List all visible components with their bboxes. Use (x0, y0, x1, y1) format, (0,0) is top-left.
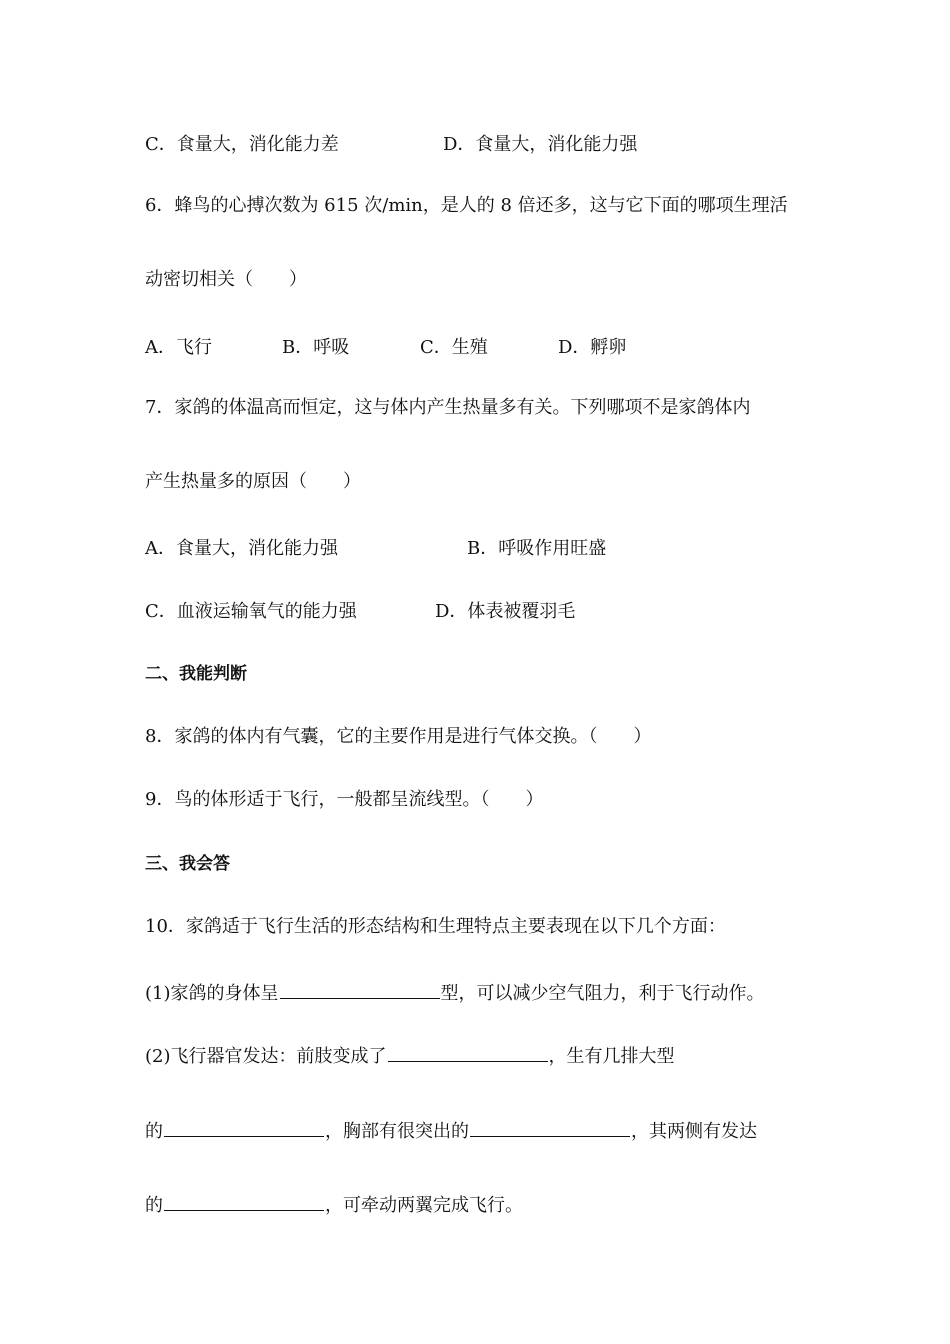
q6-stem-line1: 6．蜂鸟的心搏次数为 615 次/min，是人的 8 倍还多，这与它下面的哪项生理活 (145, 195, 788, 216)
answer-blank-body-shape[interactable] (280, 980, 440, 999)
q5-option-d: D．食量大，消化能力强 (443, 134, 638, 155)
section-2-heading: 二、我能判断 (145, 664, 247, 684)
q6-option-b: B．呼吸 (282, 337, 350, 358)
q6-option-d: D．孵卵 (558, 337, 627, 358)
q5-option-c: C．食量大，消化能力差 (145, 134, 339, 155)
answer-blank-feathers[interactable] (164, 1118, 324, 1137)
answer-blank-forelimb[interactable] (388, 1043, 548, 1062)
q7-stem-line2: 产生热量多的原因（ ） (145, 471, 361, 492)
q10-part2 (145, 1043, 675, 1069)
q10-part4-after: ，可牵动两翼完成飞行。 (325, 1195, 523, 1216)
q10-part3-before: 的 (145, 1121, 163, 1142)
q10-part2-before: (2)飞行器官发达：前肢变成了 (145, 1046, 387, 1067)
q10-part4-before: 的 (145, 1195, 163, 1216)
q9-statement: 9．鸟的体形适于飞行，一般都呈流线型。（ ） (145, 789, 544, 810)
q7-option-d: D．体表被覆羽毛 (435, 601, 576, 622)
q10-stem: 10．家鸽适于飞行生活的形态结构和生理特点主要表现在以下几个方面： (145, 916, 726, 937)
q10-part3-middle: ，胸部有很突出的 (325, 1121, 469, 1142)
q7-option-b: B．呼吸作用旺盛 (467, 538, 607, 559)
answer-blank-keel[interactable] (470, 1118, 630, 1137)
q10-part1-before: (1)家鸽的身体呈 (145, 983, 279, 1004)
q10-part1-after: 型，可以减少空气阻力，利于飞行动作。 (440, 983, 765, 1004)
q10-part3 (145, 1118, 757, 1144)
q6-stem-line2: 动密切相关（ ） (145, 269, 307, 290)
q6-option-c: C．生殖 (420, 337, 488, 358)
q7-stem-line1: 7．家鸽的体温高而恒定，这与体内产生热量多有关。下列哪项不是家鸽体内 (145, 397, 751, 418)
q6-option-a: A．飞行 (145, 337, 212, 358)
q10-part3-after: ，其两侧有发达 (631, 1121, 757, 1142)
section-3-heading: 三、我会答 (145, 854, 230, 874)
answer-blank-muscle[interactable] (164, 1192, 324, 1211)
q7-option-a: A．食量大，消化能力强 (145, 538, 338, 559)
q10-part2-after: ，生有几排大型 (548, 1046, 675, 1067)
q10-part4 (145, 1192, 523, 1218)
q8-statement: 8．家鸽的体内有气囊，它的主要作用是进行气体交换。（ ） (145, 726, 652, 747)
q10-part1 (145, 980, 765, 1006)
q7-option-c: C．血液运输氧气的能力强 (145, 601, 357, 622)
